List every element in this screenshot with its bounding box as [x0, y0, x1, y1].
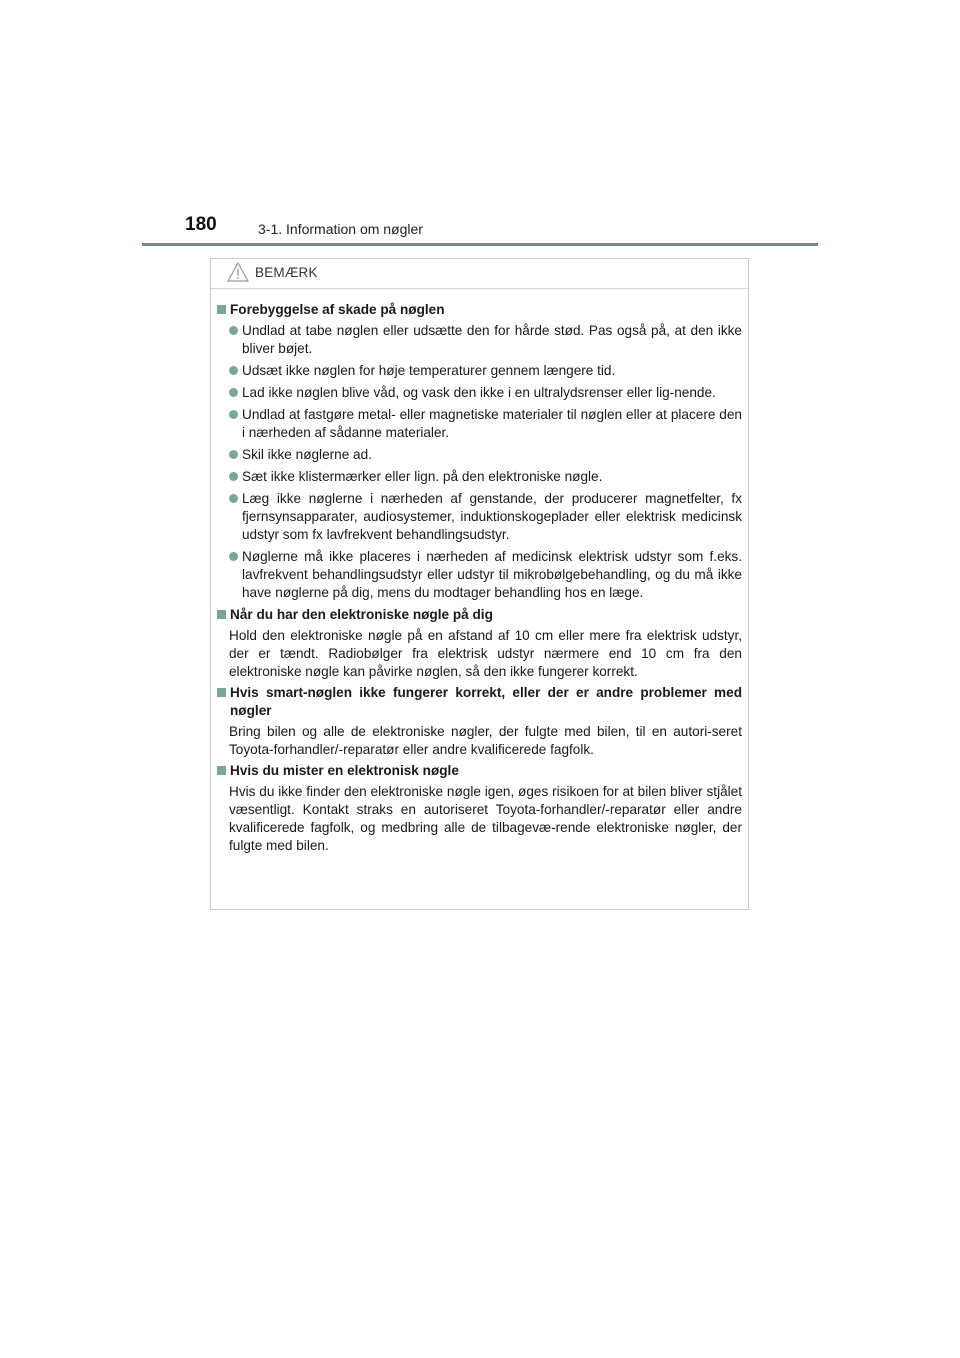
- bullet-item: [229, 406, 742, 442]
- bullet-item: [229, 468, 742, 486]
- section-paragraph: Bring bilen og alle de elektroniske nøgler, der fulgte med bilen, til en autori-seret Toyota-forhandler/-reparatør eller andre kvalificerede fagfolk.: [229, 724, 742, 757]
- section-paragraph: Hvis du ikke finder den elektroniske nøgle igen, øges risikoen for at bilen bliver stjålet væsentligt. Kontakt straks en autoriseret Toyota-forhandler/-reparatør eller andre kvalificerede fagfolk, og medbring alle de tilbagevæ-rende elektroniske nøgler, der fulgte med bilen.: [229, 784, 742, 853]
- bullet-text: Skil ikke nøglerne ad.: [242, 447, 372, 462]
- section-heading: [217, 301, 742, 319]
- round-bullet-icon: [229, 552, 238, 561]
- heading-text: Forebyggelse af skade på nøglen: [230, 302, 445, 317]
- bullet-text: Sæt ikke klistermærker eller lign. på den elektroniske nøgle.: [242, 469, 603, 484]
- heading-text: Når du har den elektroniske nøgle på dig: [230, 607, 493, 622]
- round-bullet-icon: [229, 494, 238, 503]
- section-title: 3-1. Information om nøgler: [258, 221, 423, 237]
- bullet-item: [229, 322, 742, 358]
- round-bullet-icon: [229, 388, 238, 397]
- bullet-text: Nøglerne må ikke placeres i nærheden af medicinsk elektrisk udstyr som f.eks. lavfrekvent behandlingsudstyr eller udstyr til mikrobølgebehandling, og du må ikke have nøglerne på dig, mens du modtager behandling hos en læge.: [242, 549, 742, 600]
- round-bullet-icon: [229, 472, 238, 481]
- square-bullet-icon: [217, 610, 226, 619]
- heading-text: Hvis smart-nøglen ikke fungerer korrekt, eller der er andre problemer med nøgler: [230, 685, 742, 718]
- bullet-text: Læg ikke nøglerne i nærheden af genstande, der producerer magnetfelter, fx fjernsynsapparater, audiosystemer, induktionskogeplader eller elektrisk medicinsk udstyr som fx lavfrekvent behandlingsudstyr.: [242, 491, 742, 542]
- section-paragraph: Hold den elektroniske nøgle på en afstand af 10 cm eller mere fra elektrisk udstyr, der er tændt. Radiobølger fra elektrisk udstyr nærmere end 10 cm fra den elektroniske nøgle kan påvirke nøglen, så den ikke fungerer korrekt.: [229, 628, 742, 679]
- bullet-text: Undlad at tabe nøglen eller udsætte den for hårde stød. Pas også på, at den ikke bliver bøjet.: [242, 323, 742, 356]
- square-bullet-icon: [217, 766, 226, 775]
- notice-label: BEMÆRK: [255, 265, 318, 280]
- bullet-text: Lad ikke nøglen blive våd, og vask den ikke i en ultralydsrenser eller lig-nende.: [242, 385, 716, 400]
- warning-triangle-icon: [227, 262, 249, 282]
- section-heading: [217, 606, 742, 624]
- square-bullet-icon: [217, 688, 226, 697]
- section-heading: [217, 684, 742, 720]
- section-heading: [217, 762, 742, 780]
- bullet-item: [229, 446, 742, 464]
- bullet-item: [229, 362, 742, 380]
- header-rule: [142, 243, 818, 246]
- heading-text: Hvis du mister en elektronisk nøgle: [230, 763, 459, 778]
- page-number: 180: [185, 214, 217, 235]
- round-bullet-icon: [229, 326, 238, 335]
- round-bullet-icon: [229, 366, 238, 375]
- round-bullet-icon: [229, 450, 238, 459]
- bullet-item: [229, 548, 742, 602]
- bullet-item: [229, 490, 742, 544]
- notice-header: [211, 259, 748, 289]
- notice-body: [211, 289, 748, 855]
- notice-box: [210, 258, 749, 910]
- round-bullet-icon: [229, 410, 238, 419]
- bullet-item: [229, 384, 742, 402]
- bullet-text: Undlad at fastgøre metal- eller magnetiske materialer til nøglen eller at placere den i nærheden af sådanne materialer.: [242, 407, 742, 440]
- square-bullet-icon: [217, 305, 226, 314]
- bullet-text: Udsæt ikke nøglen for høje temperaturer gennem længere tid.: [242, 363, 616, 378]
